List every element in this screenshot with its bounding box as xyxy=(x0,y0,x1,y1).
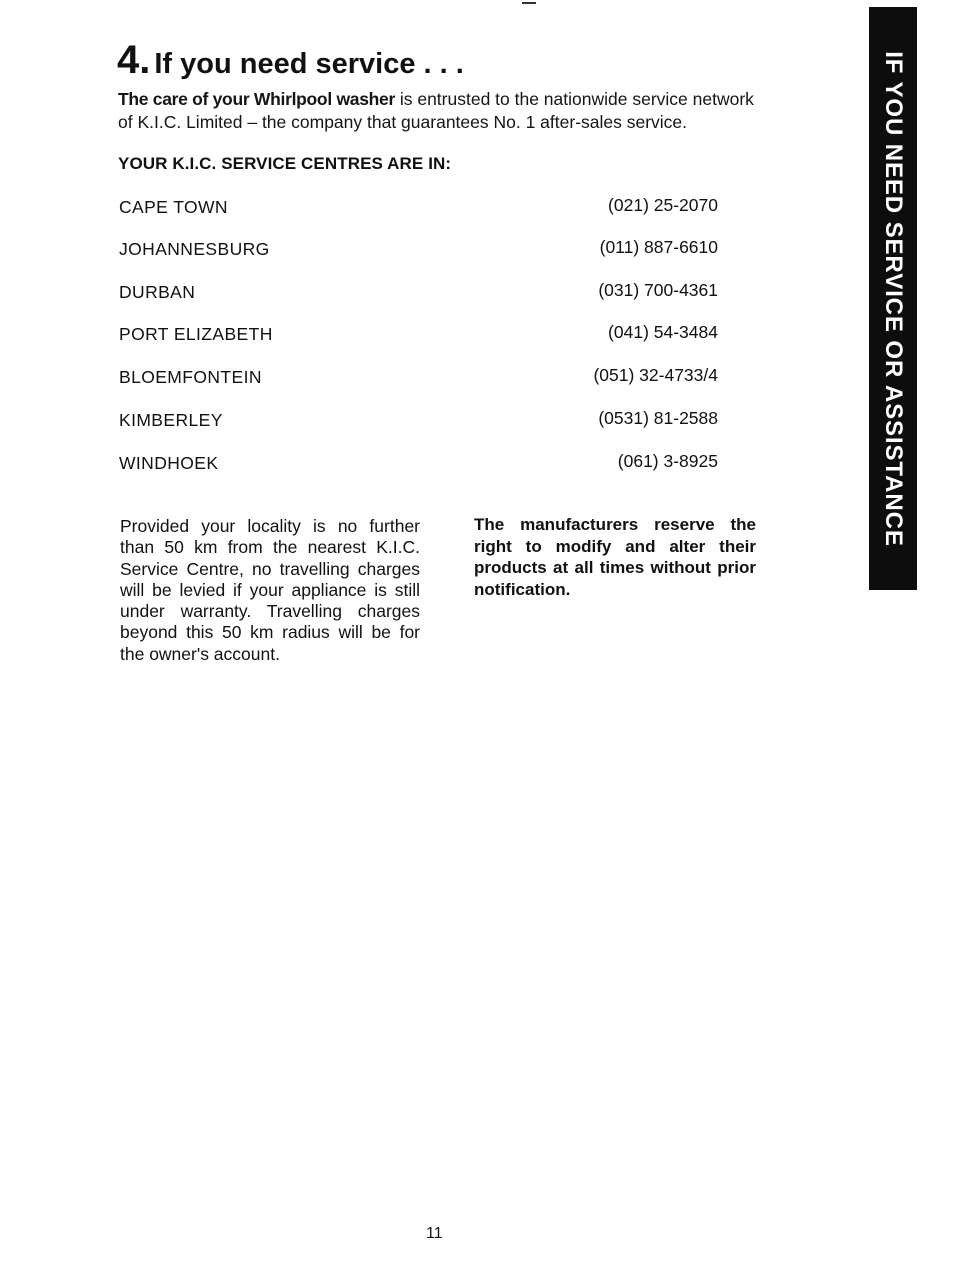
centre-city: PORT ELIZABETH xyxy=(119,324,273,344)
centre-city: DURBAN xyxy=(119,282,196,302)
page-number: 11 xyxy=(426,1225,443,1242)
centre-phone: (011) 887-6610 xyxy=(599,237,718,257)
centre-city: JOHANNESBURG xyxy=(119,239,270,259)
side-tab-label: IF YOU NEED SERVICE OR ASSISTANCE xyxy=(880,50,907,547)
intro-text-line2: of K.I.C. Limited – the company that guarantees No. 1 after-sales service. xyxy=(118,112,688,132)
service-centre-row xyxy=(118,453,718,477)
section-title: If you need service . . . xyxy=(154,48,464,80)
intro-text-line1: is entrusted to the nationwide service network xyxy=(394,89,754,109)
top-margin-mark xyxy=(522,2,536,4)
service-centre-row xyxy=(118,282,718,306)
manufacturer-rights-note: The manufacturers reserve the right to modify and alter their products at all times without prior notification. xyxy=(474,515,756,599)
intro-paragraph xyxy=(118,88,798,134)
centre-phone: (031) 700-4361 xyxy=(598,280,718,300)
service-centre-row xyxy=(118,239,718,263)
service-centres-heading: YOUR K.I.C. SERVICE CENTRES ARE IN: xyxy=(118,154,452,173)
service-centre-row xyxy=(118,197,718,221)
service-centre-row xyxy=(118,410,718,434)
service-centre-row xyxy=(118,324,718,348)
centre-city: CAPE TOWN xyxy=(119,197,228,217)
section-number: 4. xyxy=(117,38,151,82)
intro-bold-text: The care of your Whirlpool washer xyxy=(118,89,395,109)
section-side-tab xyxy=(869,7,917,590)
centre-phone: (0531) 81-2588 xyxy=(598,408,718,428)
service-centre-row xyxy=(118,367,718,391)
centre-city: WINDHOEK xyxy=(119,453,219,473)
travel-charges-note: Provided your locality is no further than 50 km from the nearest K.I.C. Service Centre, no travelling charges will be levied if your appliance is still under warranty. Travelling charges beyond this 50 km radius will be for the owner's account. xyxy=(120,516,420,664)
centre-phone: (021) 25-2070 xyxy=(608,195,718,215)
centre-phone: (041) 54-3484 xyxy=(608,322,718,342)
centre-city: BLOEMFONTEIN xyxy=(119,367,262,387)
centre-city: KIMBERLEY xyxy=(119,410,223,430)
centre-phone: (061) 3-8925 xyxy=(617,451,718,471)
centre-phone: (051) 32-4733/4 xyxy=(593,365,718,385)
page-title xyxy=(117,38,464,83)
